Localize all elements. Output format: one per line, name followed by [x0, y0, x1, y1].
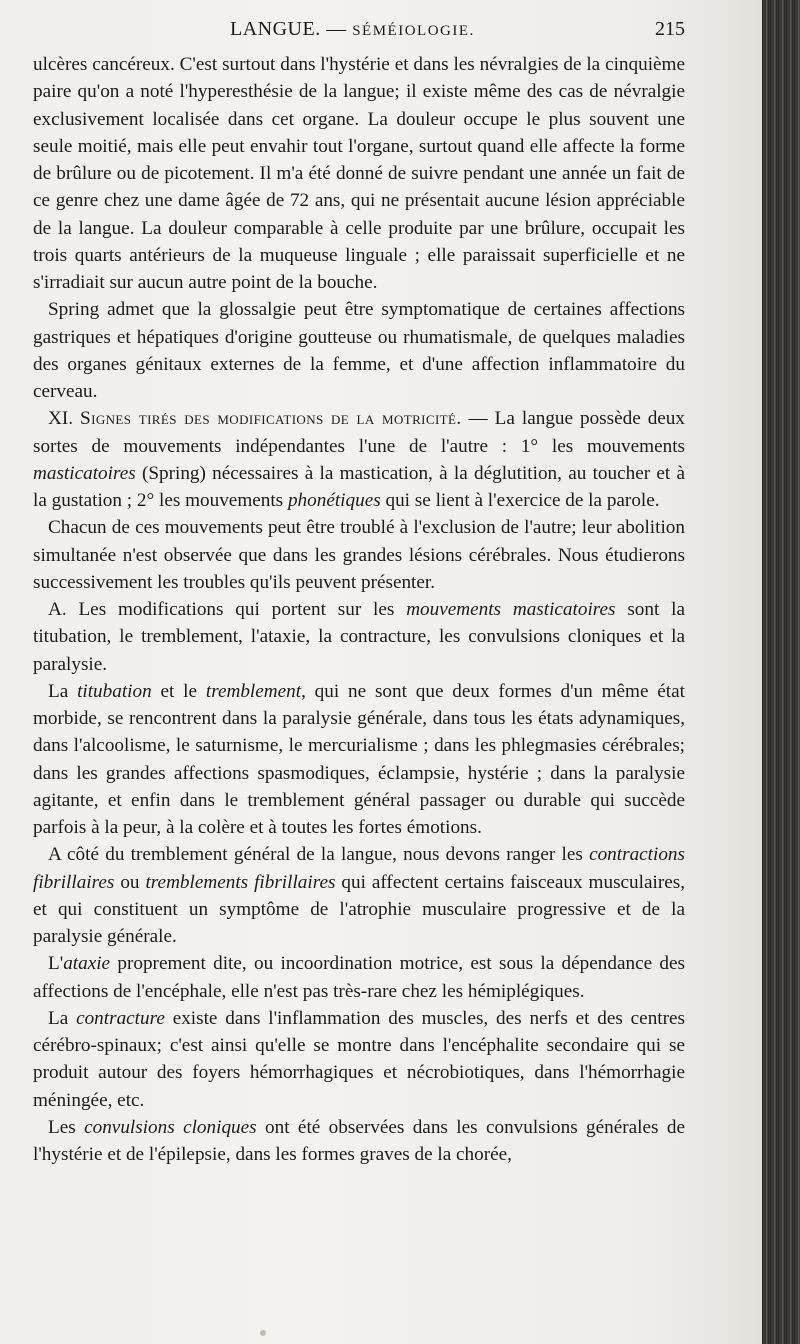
- paragraph: [33, 596, 685, 678]
- italic-term: convulsions cloniques: [84, 1116, 257, 1138]
- italic-term: contractions fibrillaires: [33, 844, 685, 893]
- body-text: [33, 51, 685, 1168]
- book-spine: [762, 0, 800, 1344]
- paragraph: [33, 51, 685, 296]
- text-run: Les: [48, 1116, 85, 1138]
- header-dash: —: [326, 18, 347, 40]
- text-run: — La langue possède deux sortes de mouvements indépendantes l'une de l'autre : 1° les mouvements: [33, 408, 685, 457]
- running-title: LANGUE.: [230, 18, 321, 40]
- text-run: (Spring) nécessaires à la mastication, à la déglutition, au toucher et à la gustation ; 2° les mouvements: [33, 462, 685, 511]
- text-run: XI.: [48, 408, 81, 430]
- text-run: A côté du tremblement général de la langue, nous devons ranger les: [48, 844, 590, 866]
- paragraph: [33, 678, 685, 842]
- italic-term: contracture: [76, 1007, 165, 1029]
- italic-term: masticatoires: [33, 462, 136, 484]
- section-heading: Signes tirés des modifications de la motricité.: [80, 408, 462, 430]
- paragraph: [33, 1005, 685, 1114]
- italic-term: titubation: [77, 680, 152, 702]
- text-run: , qui ne sont que deux formes d'un même état morbide, se rencontrent dans la paralysie générale, dans tous les états adynamiques, dans l'alcoolisme, le saturnisme, le mercurialisme ; dans les phlegmasies cérébrales; dans les grandes affections spasmodiques, éclampsie, hystérie ; dans la paralysie agitante, et enfin dans le tremblement général passager ou durable qui succède parfois à la peur, à la colère et à toutes les fortes émotions.: [33, 680, 685, 838]
- paragraph: [33, 296, 685, 405]
- text-run: et le: [151, 680, 206, 702]
- italic-term: tremblements fibrillaires: [145, 871, 336, 893]
- text-run: La: [48, 680, 78, 702]
- text-run: A. Les modifications qui portent sur les: [48, 599, 407, 620]
- text-run: qui se lient à l'exercice de la parole.: [380, 490, 660, 511]
- text-run: La: [48, 1007, 77, 1029]
- text-run: ou: [114, 871, 146, 893]
- paragraph: [33, 841, 685, 950]
- text-run: ulcères cancéreux. C'est surtout dans l'hystérie et dans les névralgies de la cinquième paire qu'on a noté l'hyperesthésie de la langue; il existe même des cas de névralgie exclusivement localisée dans cet organe. La douleur occupe le plus souvent une seule moitié, mais elle peut envahir tout l'organe, surtout quand elle affecte la forme de brûlure ou de picotement. Il m'a été donné de suivre pendant une année un fait de ce genre chez une dame âgée de 72 ans, qui ne présentait aucune lésion appréciable de la langue. La douleur comparable à celle produite par une brûlure, occupait les trois quarts antérieurs de la muqueuse linguale ; elle paraissait superficielle et ne s'irradiait sur aucun autre point de la bouche.: [33, 54, 685, 293]
- italic-term: phonétiques: [287, 490, 381, 511]
- text-run: existe dans l'inflammation des muscles, des nerfs et des centres cérébro-spinaux; c'est ainsi qu'elle se montre dans l'encéphalite secondaire qui se produit autour des foyers hémorrhagiques et nécrobiotiques, dans l'hémorrhagie méningée, etc.: [33, 1007, 685, 1111]
- page-header: [40, 16, 685, 46]
- text-run: ont été observées dans les convulsions générales de l'hystérie et de l'épilepsie, dans les formes graves de la chorée,: [33, 1116, 685, 1165]
- italic-term: tremblement: [205, 680, 302, 702]
- paragraph: [33, 514, 685, 596]
- paragraph: [33, 950, 685, 1005]
- footer-mark: [260, 1330, 266, 1336]
- text-run: L': [48, 953, 64, 975]
- page-number: 215: [655, 18, 685, 40]
- section-title: SÉMÉIOLOGIE.: [352, 23, 475, 39]
- text-run: sont la titubation, le tremblement, l'ataxie, la contracture, les convulsions cloniques et la paralysie.: [33, 599, 685, 675]
- text-run: Spring admet que la glossalgie peut être symptomatique de certaines affections gastriques et hépatiques d'origine goutteuse ou rhumatismale, de quelques maladies des organes génitaux externes de la femme, et d'une affection inflammatoire du cerveau.: [33, 299, 685, 402]
- paragraph: [33, 1114, 685, 1169]
- italic-term: mouvements masticatoires: [406, 599, 616, 620]
- paragraph: [33, 405, 685, 514]
- running-head: [230, 18, 475, 41]
- text-run: Chacun de ces mouvements peut être troublé à l'exclusion de l'autre; leur abolition simultanée n'est observée que dans les grandes lésions cérébrales. Nous étudierons successivement les troubles qu'ils peuvent présenter.: [33, 517, 685, 593]
- italic-term: ataxie: [63, 953, 111, 975]
- text-run: qui affectent certains faisceaux musculaires, et qui constituent un symptôme de l'atrophie musculaire progressive et de la paralysie générale.: [33, 871, 686, 947]
- text-run: proprement dite, ou incoordination motrice, est sous la dépendance des affections de l'encéphale, elle n'est pas très-rare chez les hémiplégiques.: [33, 953, 685, 1002]
